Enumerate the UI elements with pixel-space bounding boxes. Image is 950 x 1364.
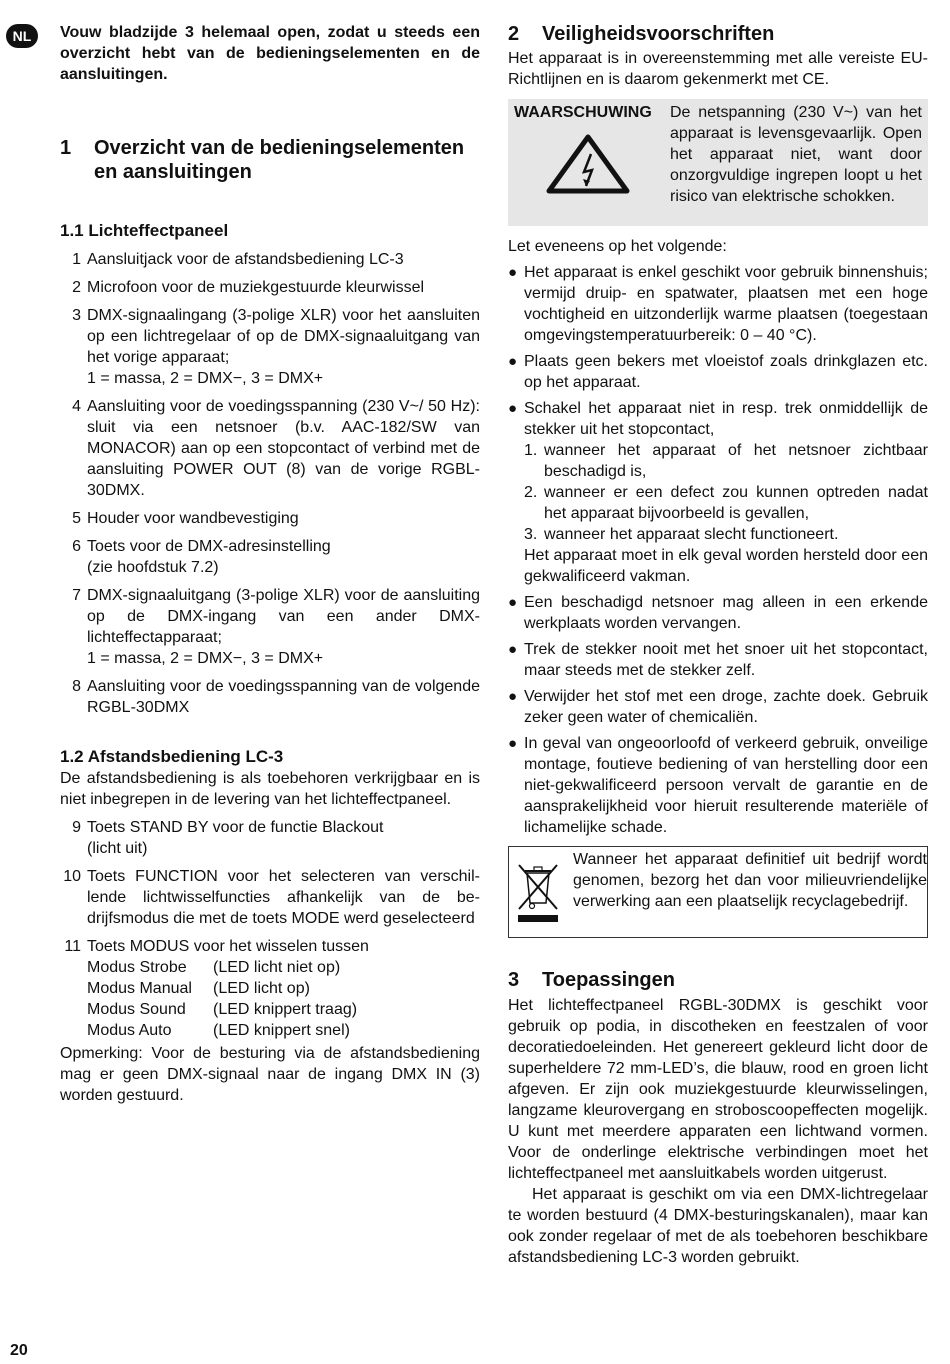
sub-number: 1.	[524, 442, 538, 459]
subsection-1-1-heading: 1.1 Lichteffectpaneel	[60, 221, 229, 240]
item-number: 2	[72, 279, 81, 296]
list-item	[508, 592, 928, 634]
crossed-bin-icon	[515, 859, 561, 925]
sub-list	[508, 440, 928, 587]
item-number: 9	[72, 819, 81, 836]
mode-desc: (LED knippert snel)	[213, 1022, 350, 1039]
item-text: Aansluitjack voor de afstandsbediening LC-3	[87, 251, 404, 268]
repair-note: Het apparaat moet in elk geval worden hersteld door een gekwalificeerd vakman.	[524, 547, 928, 585]
mode-name: Modus Strobe	[87, 959, 187, 976]
also-note: Let eveneens op het volgende:	[508, 238, 727, 255]
conformity-sentence: Het apparaat is in overeenstemming met alle vereiste EU-Richtlijnen en is daarom gekenmerkt met	[508, 50, 928, 88]
page-number: 20	[10, 1342, 28, 1359]
item-number: 3	[72, 307, 81, 324]
section-title: Veiligheidsvoorschriften	[542, 23, 775, 45]
subsection-1-2-heading: 1.2 Afstandsbediening LC-3	[60, 747, 284, 766]
bullet-icon: ●	[508, 594, 518, 611]
item-text: Aansluiting voor de voedingsspanning van de volgende RGBL-30DMX	[87, 678, 480, 716]
item-text	[87, 936, 480, 1041]
warning-text: De netspanning (230 V~) van het apparaat is levensgevaarlijk. Open het apparaat niet, want door onzorgvuldige ingrepen loopt u het risico van elektrische schokken.	[670, 104, 922, 205]
modes-table	[87, 957, 357, 1041]
applications-paragraph-1: Het lichteffectpaneel RGBL-30DMX is geschikt voor gebruik op podia, in discotheken en feestzalen of voor decoratiedoeleinden. Het genereert gekleurd licht door de superheldere 72 mm-LED’s, die blauw, rood en groen licht afgeven. Er zijn ook muziekgestuurde kleurwisselingen, langzame kleurovergang en stroboscoopeffecten mogelijk. U kunt met meerdere apparaten een lichtwand vormen. Voor de onderlinge elektrische verbindingen moet het lichteffectpaneel met aansluitkabels worden uitgerust.	[508, 997, 928, 1182]
weee-text: Wanneer het apparaat definitief uit bedrijf wordt genomen, bezorg het dan voor milieuvriendelijke verwerking aan een plaatselijk recyclagebedrijf.	[573, 851, 927, 910]
sub-item	[524, 482, 928, 524]
mode-name: Modus Manual	[87, 980, 192, 997]
list-item	[60, 305, 480, 389]
item-text: Toets FUNCTION voor het selecteren van verschillende lichtwisselfuncties afhankelijk van de bedrijfsmodus die met de toets MODE werd geselecteerd	[87, 868, 480, 927]
list-item	[60, 249, 480, 270]
list-item	[508, 351, 928, 393]
list-item	[508, 639, 928, 681]
right-column	[508, 22, 928, 1268]
left-column	[60, 22, 480, 1106]
sub-text: wanneer het apparaat slecht functioneert.	[544, 526, 839, 543]
table-row	[87, 978, 357, 999]
ce-mark: CE.	[802, 71, 830, 88]
item-text: In geval van ongeoorloofd of verkeerd gebruik, onveilige montage, foutieve bediening of van herstelling door een niet-gekwalificeerd persoon vervalt de garantie en de aansprakelijkheid voor hieruit resulterende materiële of lichamelijke schade.	[524, 735, 928, 836]
item-text: Schakel het apparaat niet in resp. trek onmiddellijk de stekker uit het stopcontact,	[524, 400, 928, 438]
item-number: 10	[63, 868, 81, 885]
list-item	[508, 398, 928, 440]
item-number: 11	[64, 938, 81, 955]
list-item	[60, 508, 480, 529]
item-number: 7	[72, 587, 81, 604]
bullet-icon: ●	[508, 688, 518, 705]
conformity-text	[508, 48, 928, 90]
list-item	[508, 686, 928, 728]
section-number: 2	[508, 23, 520, 45]
mode-name: Modus Sound	[87, 1001, 186, 1018]
section-1-heading	[60, 136, 480, 184]
list-item	[60, 676, 480, 718]
subsection-1-2-text: De afstandsbediening is als toebehoren verkrijgbaar en is niet inbegrepen in de levering van het lichteffectpaneel.	[60, 770, 480, 808]
item-text: Aansluiting voor de voedingsspanning (230 V~/ 50 Hz): sluit via een netsnoer (b.v. AAC-182/SW van MONACOR) aan op een stopcontact of verbind met de aansluiting POWER OUT (8) van de vorige RGBL-30DMX.	[87, 398, 480, 499]
list-item	[60, 585, 480, 669]
item-number: 6	[72, 538, 81, 555]
sub-item	[524, 524, 928, 545]
list-item	[60, 396, 480, 501]
section-3-heading	[508, 968, 928, 992]
sub-text: wanneer het apparaat of het netsnoer zichtbaar beschadigd is,	[544, 442, 928, 480]
item-number: 8	[72, 678, 81, 695]
note-text: Opmerking: Voor de besturing via de afstandsbediening mag er geen DMX-signaal naar de ingang DMX IN (3) worden gestuurd.	[60, 1045, 480, 1104]
list-item	[60, 817, 480, 859]
section-title: Toepassingen	[542, 969, 675, 991]
list-item	[508, 262, 928, 346]
item-text: Plaats geen bekers met vloeistof zoals drinkglazen etc. op het apparaat.	[524, 353, 928, 391]
bullet-icon: ●	[508, 735, 518, 752]
item-text-pins: 1 = massa, 2 = DMX−, 3 = DMX+	[87, 650, 324, 667]
bullet-icon: ●	[508, 400, 518, 417]
section-2-heading	[508, 22, 928, 46]
item-text: Een beschadigd netsnoer mag alleen in een erkende werkplaats worden vervangen.	[524, 594, 928, 632]
item-text: Houder voor wandbevestiging	[87, 510, 299, 527]
mode-desc: (LED knippert traag)	[213, 1001, 358, 1018]
mode-desc: (LED licht op)	[213, 980, 310, 997]
bullet-icon: ●	[508, 641, 518, 658]
mode-desc: (LED licht niet op)	[213, 959, 341, 976]
item-text	[87, 585, 480, 669]
sub-number: 3.	[524, 526, 538, 543]
list-item	[60, 277, 480, 298]
item-text-main: DMX-signaaluitgang (3-polige XLR) voor de aansluiting op de DMX-ingang van een ander DMX-lichteffectapparaat;	[87, 587, 480, 646]
table-row	[87, 999, 357, 1020]
bullet-icon: ●	[508, 353, 518, 370]
list-item	[60, 936, 480, 1041]
item-text-main: Toets voor de DMX-adresinstelling	[87, 538, 331, 555]
item-text: Verwijder het stof met een droge, zachte doek. Gebruik zeker geen water of chemicaliën.	[524, 688, 928, 726]
warning-box	[508, 99, 928, 226]
table-row	[87, 1020, 357, 1041]
item-text: Microfoon voor de muziekgestuurde kleurwissel	[87, 279, 425, 296]
mode-name: Modus Auto	[87, 1022, 172, 1039]
item-text	[87, 305, 480, 389]
list-item	[60, 536, 480, 578]
item-number: 1	[72, 251, 81, 268]
item-text	[87, 536, 480, 578]
list-item	[508, 733, 928, 838]
item-number: 4	[72, 398, 81, 415]
section-title: Overzicht van de bedieningselementen en aansluitingen	[94, 137, 465, 183]
weee-box	[508, 846, 928, 938]
language-badge: NL	[6, 24, 38, 48]
item-text-main: DMX-signaalingang (3-polige XLR) voor het aansluiten op een lichtregelaar of op de DMX-signaaluitgang van het vorige apparaat;	[87, 307, 480, 366]
warning-label: WAARSCHUWING	[514, 104, 652, 121]
item-text: Het apparaat is enkel geschikt voor gebruik binnenshuis; vermijd druip- en spatwater, plaatsen met een hoge vochtigheid en uitzonderlijk warme plaatsen (toegestaan omgevingstemperatuurbereik: 0 – 40 °C).	[524, 264, 928, 344]
table-row	[87, 957, 357, 978]
list-item	[60, 866, 480, 929]
section-number: 1	[60, 137, 72, 159]
item-text-pins: 1 = massa, 2 = DMX−, 3 = DMX+	[87, 370, 324, 387]
bullet-icon: ●	[508, 264, 518, 281]
item-text: Trek de stekker nooit met het snoer uit het stopcontact, maar steeds met de stekker zelf.	[524, 641, 928, 679]
item-number: 5	[72, 510, 81, 527]
intro-text: Vouw bladzijde 3 helemaal open, zodat u steeds een overzicht hebt van de bedieningselementen en de aansluitingen.	[60, 24, 480, 83]
sub-text: wanneer er een defect zou kunnen optreden nadat het apparaat bijvoorbeeld is gevallen,	[544, 484, 928, 522]
item-text-sub: (licht uit)	[87, 840, 148, 857]
item-text-main: Toets STAND BY voor de functie Blackout	[87, 819, 384, 836]
item-text-main: Toets MODUS voor het wisselen tussen	[87, 938, 369, 955]
electric-shock-warning-icon	[546, 134, 630, 194]
item-text-ref: (zie hoofdstuk 7.2)	[87, 559, 219, 576]
item-text	[87, 817, 480, 859]
applications-paragraph-2: Het apparaat is geschikt om via een DMX-lichtregelaar te worden bestuurd (4 DMX-besturingskanalen), maar kan ook zonder regelaar of met de als toebehoren beschikbare afstandsbediening LC-3 worden gebruikt.	[508, 1186, 928, 1266]
sub-item	[524, 440, 928, 482]
sub-number: 2.	[524, 484, 538, 501]
section-number: 3	[508, 969, 520, 991]
